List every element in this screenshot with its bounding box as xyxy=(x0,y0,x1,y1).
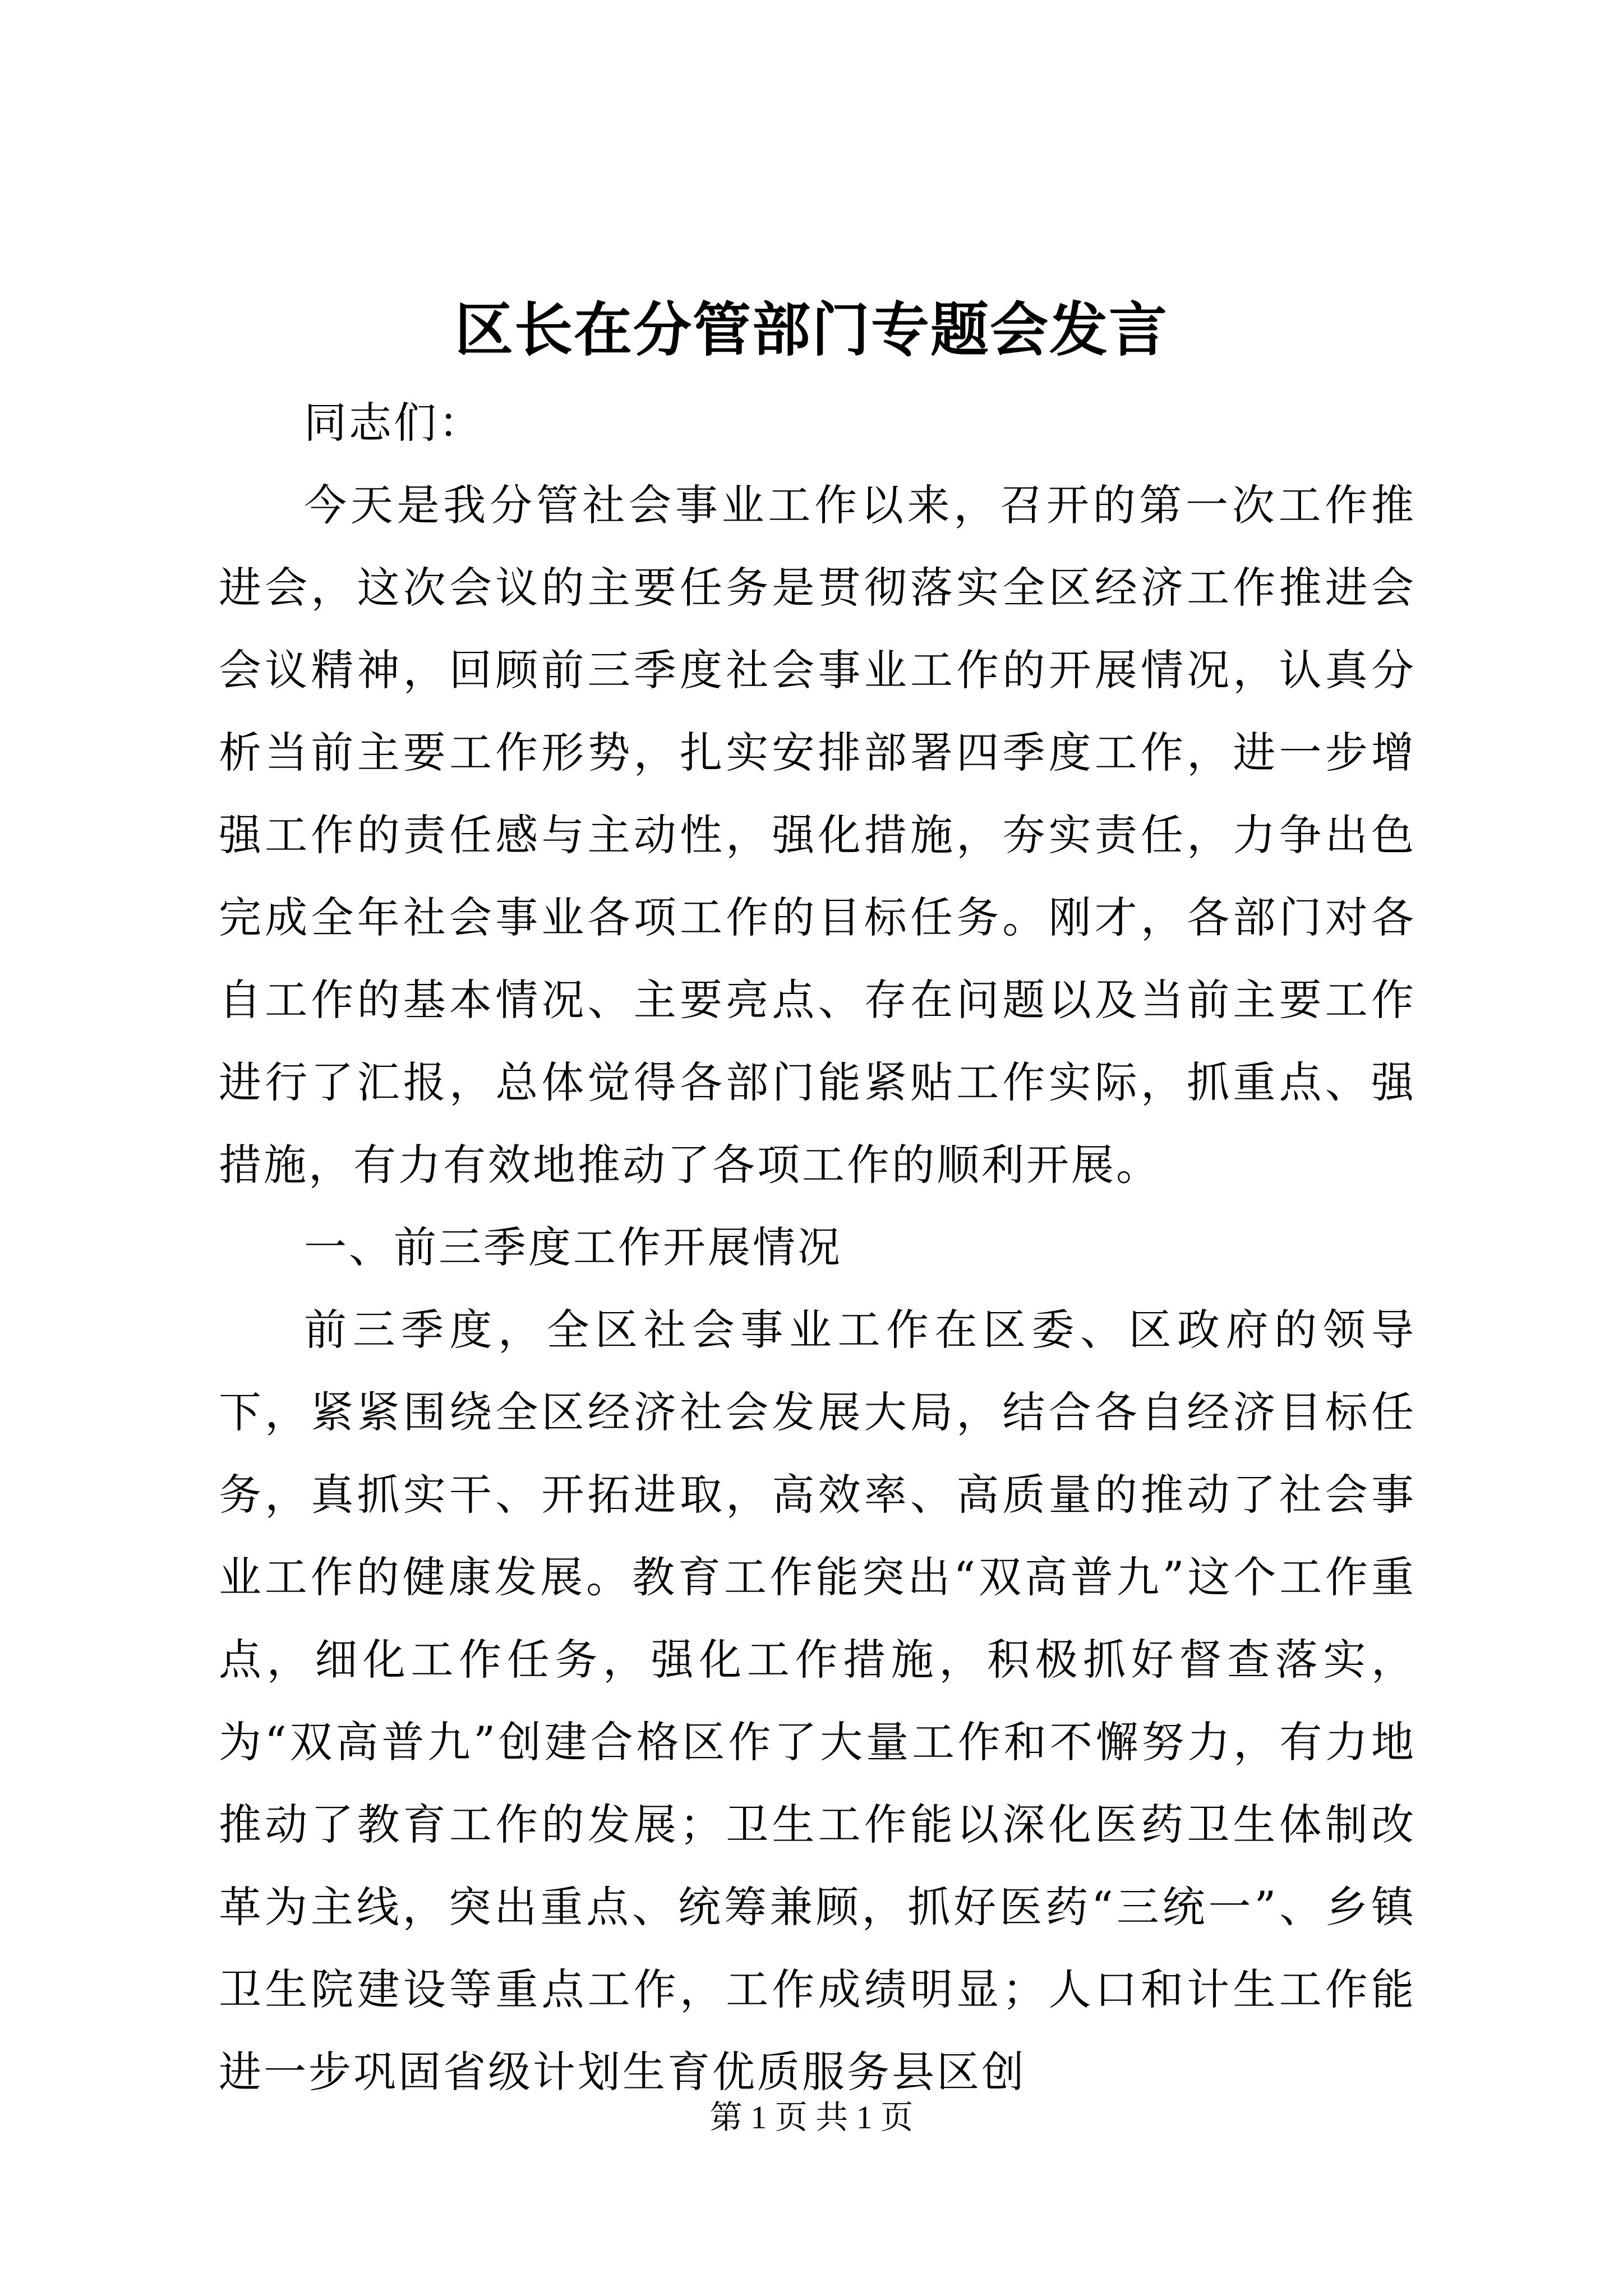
paragraph-progress: 前三季度，全区社会事业工作在区委、区政府的领导下，紧紧围绕全区经济社会发展大局，结合各自经济目标任务，真抓实干、开拓进取，高效率、高质量的推动了社会事业工作的健康发展。教育工作能突出“双高普九”这个工作重点，细化工作任务，强化工作措施，积极抓好督查落实，为“双高普九”创建合格区作了大量工作和不懈努力，有力地推动了教育工作的发展；卫生工作能以深化医药卫生体制改革为主线，突出重点、统筹兼顾，抓好医药“三统一”、乡镇卫生院建设等重点工作，工作成绩明显；人口和计生工作能进一步巩固省级计划生育优质服务县区创 xyxy=(219,1305,1416,2097)
page-footer: 第 1 页 共 1 页 xyxy=(709,2099,914,2136)
document-body xyxy=(219,381,1416,2113)
section-heading: 一、前三季度工作开展情况 xyxy=(304,1222,842,1272)
salutation: 同志们： xyxy=(304,398,483,448)
paragraph-intro: 今天是我分管社会事业工作以来，召开的第一次工作推进会，这次会议的主要任务是贯彻落实全区经济工作推进会会议精神，回顾前三季度社会事业工作的开展情况，认真分析当前主要工作形势，扎实安排部署四季度工作，进一步增强工作的责任感与主动性，强化措施，夯实责任，力争出色完成全年社会事业各项工作的目标任务。刚才，各部门对各自工作的基本情况、主要亮点、存在问题以及当前主要工作进行了汇报，总体觉得各部门能紧贴工作实际，抓重点、强措施，有力有效地推动了各项工作的顺利开展。 xyxy=(219,480,1416,1190)
document-title: 区长在分管部门专题会发言 xyxy=(454,295,1168,364)
